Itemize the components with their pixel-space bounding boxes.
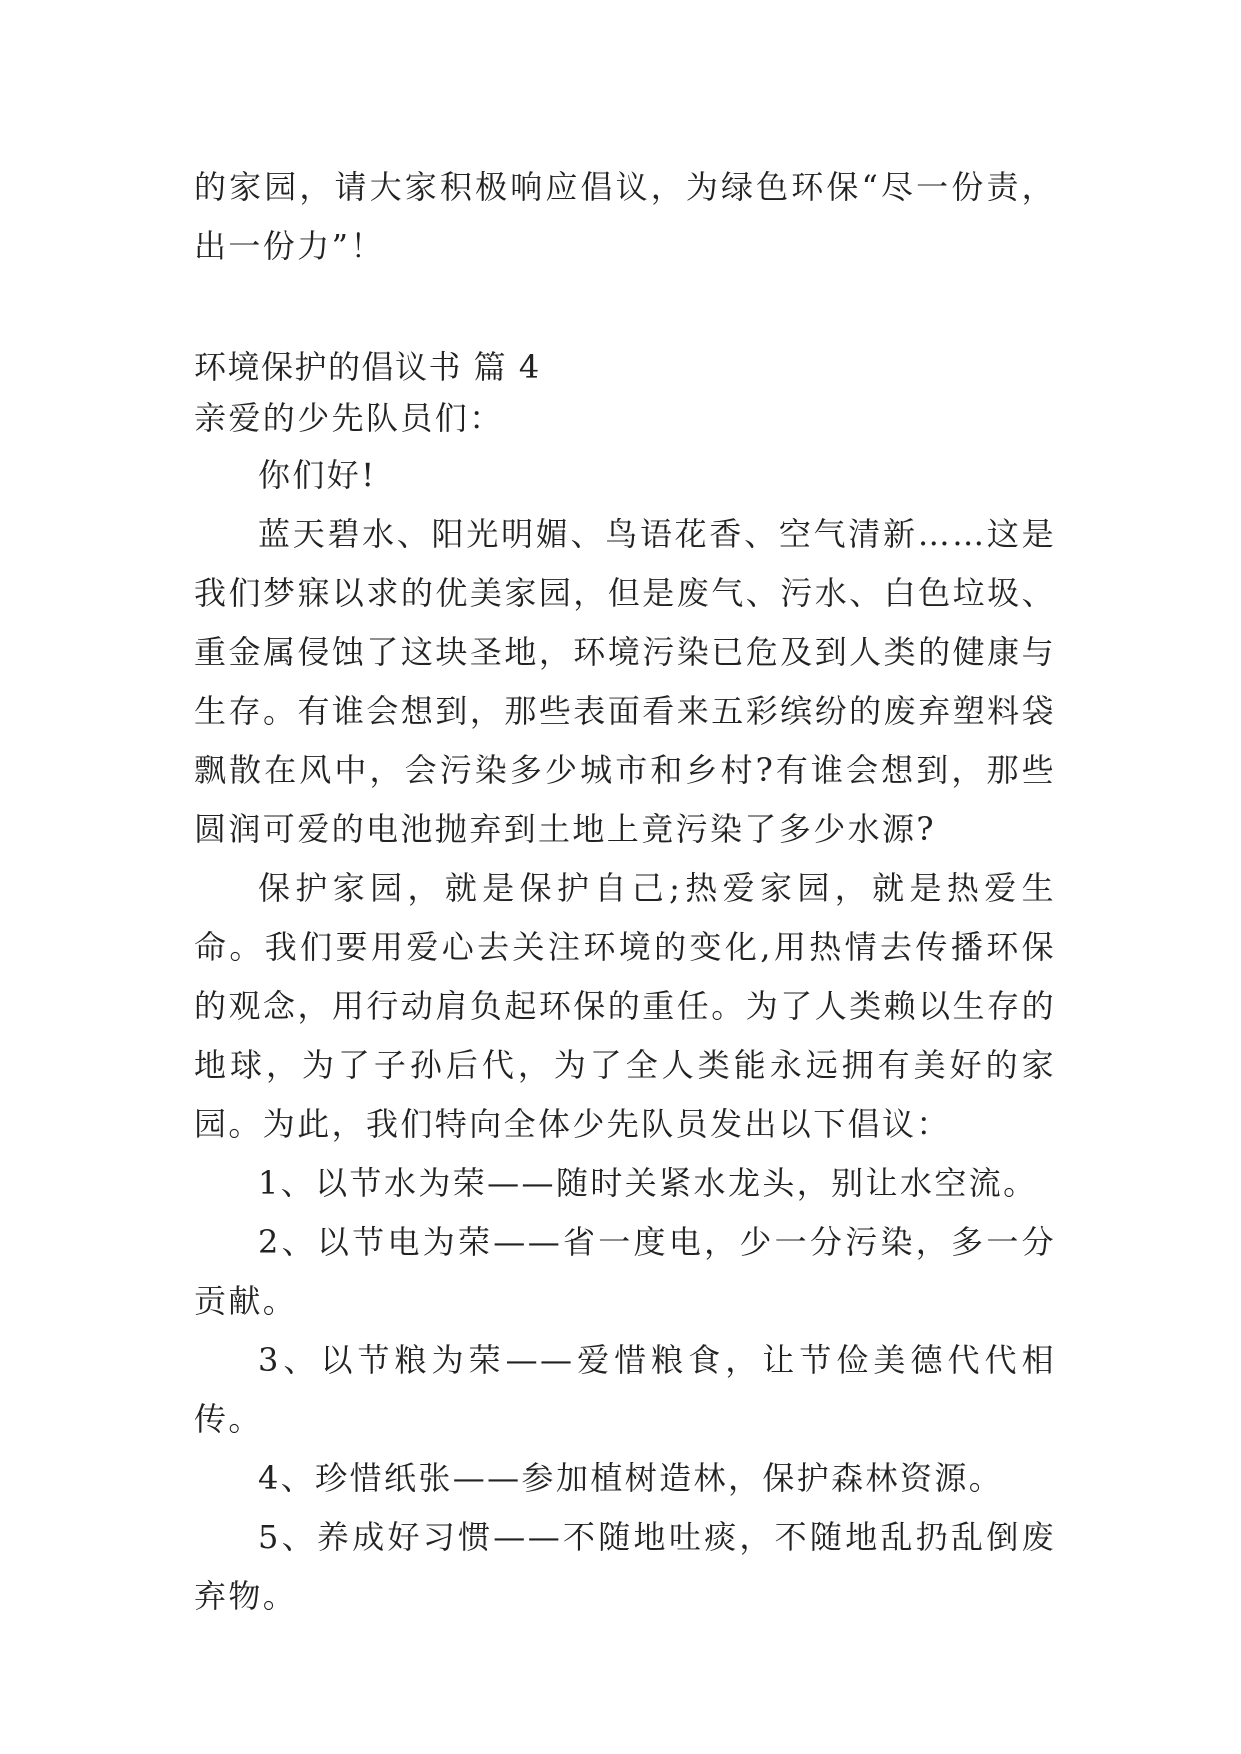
proposal-item: 4、珍惜纸张——参加植树造林，保护森林资源。	[258, 1459, 1004, 1497]
proposal-item: 3、以节粮为荣——爱惜粮食，让节俭美德代代相传。	[194, 1341, 1056, 1438]
proposal-item: 1、以节水为荣——随时关紧水龙头，别让水空流。	[258, 1164, 1038, 1202]
section-gap	[194, 276, 1056, 344]
salutation: 亲爱的少先队员们：	[194, 399, 504, 437]
greeting: 你们好!	[258, 456, 377, 494]
document-body	[194, 158, 1056, 1626]
section-title: 环境保护的倡议书 篇 4	[194, 348, 541, 386]
body-paragraph: 蓝天碧水、阳光明媚、鸟语花香、空气清新……这是我们梦寐以求的优美家园，但是废气、污水、白色垃圾、重金属侵蚀了这块圣地，环境污染已危及到人类的健康与生存。有谁会想到，那些表面看来五彩缤纷的废弃塑料袋飘散在风中，会污染多少城市和乡村?有谁会想到，那些圆润可爱的电池抛弃到土地上竟污染了多少水源?	[194, 515, 1056, 848]
proposal-item: 5、养成好习惯——不随地吐痰，不随地乱扔乱倒废弃物。	[194, 1518, 1056, 1615]
proposal-item: 2、以节电为荣——省一度电，少一分污染，多一分贡献。	[194, 1223, 1056, 1320]
continued-paragraph: 的家园，请大家积极响应倡议，为绿色环保“尽一份责，出一份力”！	[194, 168, 1056, 265]
body-paragraph: 保护家园，就是保护自己;热爱家园，就是热爱生命。我们要用爱心去关注环境的变化,用热情去传播环保的观念，用行动肩负起环保的重任。为了人类赖以生存的地球，为了子孙后代，为了全人类能永远拥有美好的家园。为此，我们特向全体少先队员发出以下倡议：	[194, 869, 1056, 1143]
